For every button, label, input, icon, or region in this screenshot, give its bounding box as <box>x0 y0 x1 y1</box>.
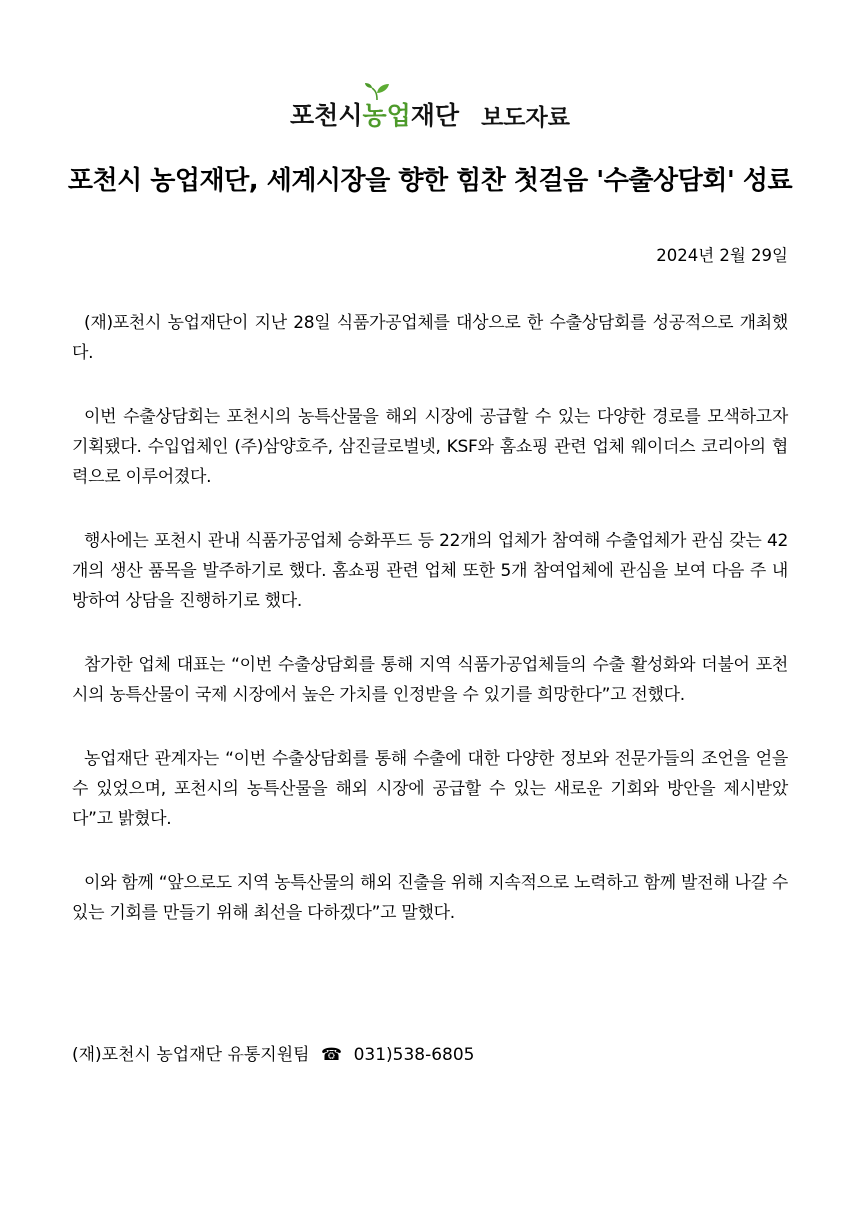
paragraph: 참가한 업체 대표는 “이번 수출상담회를 통해 지역 식품가공업체들의 수출 활성화와 더불어 포천시의 농특산물이 국제 시장에서 높은 가치를 인정받을 수 있기를 희망한다”고 전했다. <box>72 655 788 705</box>
paragraph: 이번 수출상담회는 포천시의 농특산물을 해외 시장에 공급할 수 있는 다양한 경로를 모색하고자 기획됐다. 수입업체인 (주)삼양호주, 삼진글로벌넷, KSF와 홈쇼핑 관련 업체 웨이더스 코리아의 협력으로 이루어졌다. <box>72 407 788 487</box>
foundation-logo <box>290 96 459 132</box>
contact-phone: 031)538-6805 <box>353 1045 475 1065</box>
logo-text: 포천시농업재단 <box>290 101 460 130</box>
paragraph: (재)포천시 농업재단이 지난 28일 식품가공업체를 대상으로 한 수출상담회를 성공적으로 개최했다. <box>72 313 788 363</box>
paragraph: 행사에는 포천시 관내 식품가공업체 승화푸드 등 22개의 업체가 참여해 수출업체가 관심 갖는 42개의 생산 품목을 발주하기로 했다. 홈쇼핑 관련 업체 또한 5개 참여업체에 관심을 보여 다음 주 내방하여 상담을 진행하기로 했다. <box>72 531 788 611</box>
contact-info <box>72 1040 475 1065</box>
article-body <box>72 308 788 962</box>
paragraph: 이와 함께 “앞으로도 지역 농특산물의 해외 진출을 위해 지속적으로 노력하고 함께 발전해 나갈 수 있는 기회를 만들기 위해 최선을 다하겠다”고 말했다. <box>72 873 788 923</box>
doc-type-label: 보도자료 <box>481 104 570 131</box>
sprout-icon <box>364 82 390 100</box>
paragraph: 농업재단 관계자는 “이번 수출상담회를 통해 수출에 대한 다양한 정보와 전문가들의 조언을 얻을 수 있었으며, 포천시의 농특산물을 해외 시장에 공급할 수 있는 새로운 기회와 방안을 제시받았다”고 밝혔다. <box>72 749 788 829</box>
phone-icon: ☎ <box>320 1045 343 1065</box>
contact-org: (재)포천시 농업재단 유통지원팀 <box>72 1045 310 1065</box>
logo-accent-text: 농업 <box>362 101 411 130</box>
header <box>0 96 860 132</box>
page-title: 포천시 농업재단, 세계시장을 향한 힘찬 첫걸음 '수출상담회' 성료 <box>67 166 793 196</box>
release-date: 2024년 2월 29일 <box>656 246 788 265</box>
